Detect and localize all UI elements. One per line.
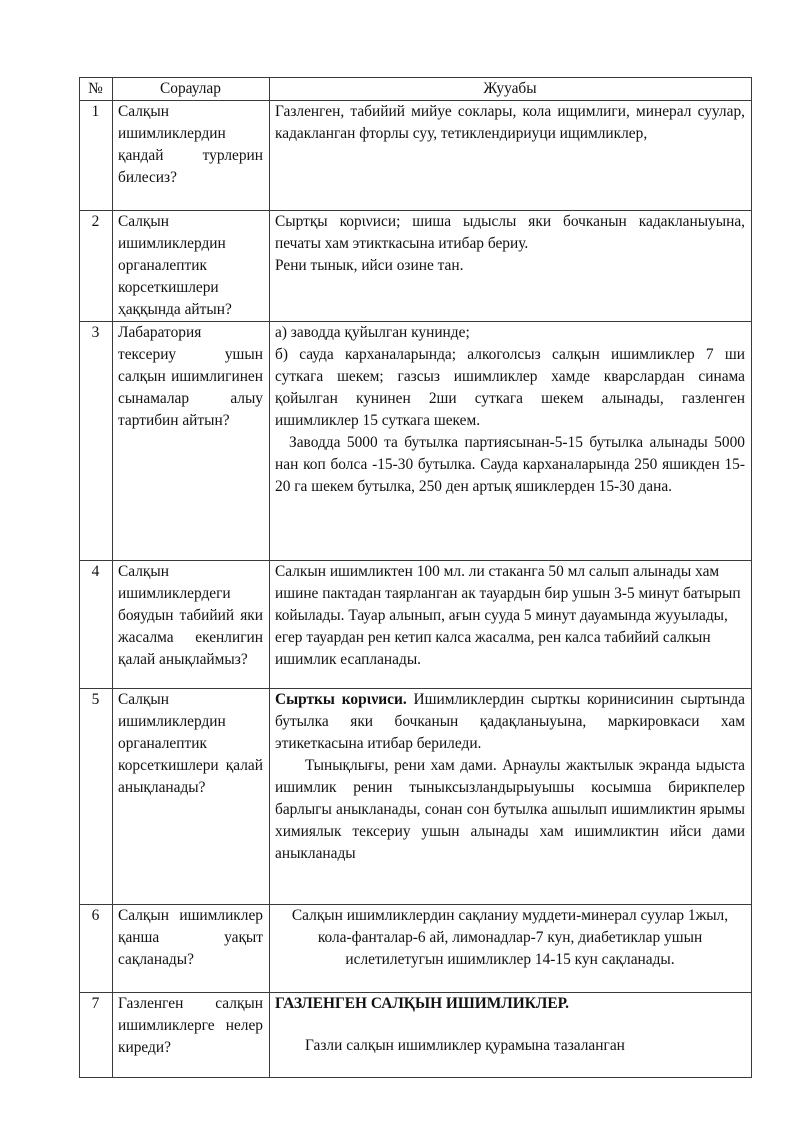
answer-cell <box>270 211 752 322</box>
answer-paragraph: Заводда 5000 та бутылка партиясынан-5-15 бутылка алынады 5000 нан коп болса -15-30 бутылка. Сауда карханаларында 250 яшикден 15-20 га шекем бутылка, 250 ден артық яшиклерден 15-30 дана. <box>275 434 745 495</box>
answer-paragraph: Сыртқы корινиси; шиша ыдыслы яки бочканын кадакланыуына, печаты хам этикткасына итибар бериу. <box>275 213 745 252</box>
row-number: 3 <box>80 322 113 561</box>
table-row <box>80 211 752 322</box>
header-num: № <box>80 78 113 101</box>
answer-cell <box>270 561 752 689</box>
row-number: 2 <box>80 211 113 322</box>
table-row <box>80 993 752 1078</box>
answer-cell <box>270 993 752 1078</box>
row-number: 7 <box>80 993 113 1078</box>
table-row <box>80 322 752 561</box>
row-number: 6 <box>80 905 113 993</box>
row-number: 5 <box>80 689 113 905</box>
header-answer: Жууабы <box>270 78 752 101</box>
answer-cell <box>270 322 752 561</box>
table-row <box>80 905 752 993</box>
question-cell: Салқын ишимликлердин органалептик корсеткишлери ҳаққында айтын? <box>113 211 270 322</box>
answer-paragraph: Салқын ишимликлердин сақланиу муддети-минерал суулар 1жыл, кола-фанталар-6 ай, лимонадлар-7 кун, диабетиклар ушын ислетилетугын ишимликлер 14-15 кун сақланады. <box>291 907 729 968</box>
header-question: Сораулар <box>113 78 270 101</box>
qa-table <box>79 77 752 1078</box>
answer-paragraph: Салкын ишимликтен 100 мл. ли стаканга 50 мл салып алынады хам ишине пактадан таярланган ак тауардын бир ушын 3-5 минут батырып койылады. Тауар алынып, ағын сууда 5 минут дауамында жууылады, егер тауардан рен кетип калса жасалма, рен калса табийий салкын ишимлик есапланады. <box>275 563 741 668</box>
question-cell: Салқын ишимликлердин қандай турлерин билесиз? <box>113 101 270 211</box>
table-header-row <box>80 78 752 101</box>
answer-cell <box>270 905 752 993</box>
answer-paragraph: а) заводда қуйылган кунинде; <box>275 324 470 341</box>
answer-paragraph: Газленген, табийий мийуе соклары, кола ищимлиги, минерал суулар, кадакланган фторлы суу, тетиклендириуци ищимликлер, <box>275 103 745 142</box>
question-cell: Салқын ишимликлер қанша уақыт сақланады? <box>113 905 270 993</box>
question-cell: Газленген салқын ишимликлерге нелер киреди? <box>113 993 270 1078</box>
question-cell: Салқын ишимликлердеги бояудын табийий яки жасалма екенлигин қалай анықлаймыз? <box>113 561 270 689</box>
question-cell: Салқын ишимликлердин органалептик корсеткишлери қалай анықланады? <box>113 689 270 905</box>
answer-cell <box>270 101 752 211</box>
question-cell: Лабаратория тексериу ушын салқын ишимлигинен сынамалар алыу тартибин айтын? <box>113 322 270 561</box>
answer-paragraph: Газли салқын ишимликлер қурамына тазаланган <box>305 1037 625 1054</box>
answer-paragraph: Тынықлығы, рени хам дами. Арнаулы жактылык экранда ыдыста ишимлик ренин тыныксызландырыуышы косымша бирикпелер барлыгы аныкланады, сонан сон бутылка ашылып ишимликтин ярымы химиялык тексериу ушын алынады хам ишимликтин ийси дами аныкланады <box>275 757 745 862</box>
table-row <box>80 101 752 211</box>
row-number: 4 <box>80 561 113 689</box>
row-number: 1 <box>80 101 113 211</box>
answer-paragraph: б) сауда карханаларында; алкоголсыз салқын ишимликлер 7 ши суткага шекем; газсыз ишимликлер хамде кварслардан синама қойылган кунинен 2ши суткага шекем алынады, газленген ишимликлер 15 суткага шекем. <box>275 346 745 429</box>
answer-paragraph <box>275 689 745 755</box>
table-row <box>80 689 752 905</box>
answer-bold-lead: Сырткы корινиси. <box>275 691 407 708</box>
answer-paragraph: Рени тынык, ийси озине тан. <box>275 257 464 274</box>
table-row <box>80 561 752 689</box>
answer-heading: ГАЗЛЕНГЕН САЛҚЫН ИШИМЛИКЛЕР. <box>275 995 569 1012</box>
answer-cell <box>270 689 752 905</box>
answer-paragraph-text: Ишимликлердин сырткы коринисинин сыртында бутылка яки бочканын қадақланыуына, маркировкаси хам этикеткасына итибар бериледи. <box>275 691 745 752</box>
